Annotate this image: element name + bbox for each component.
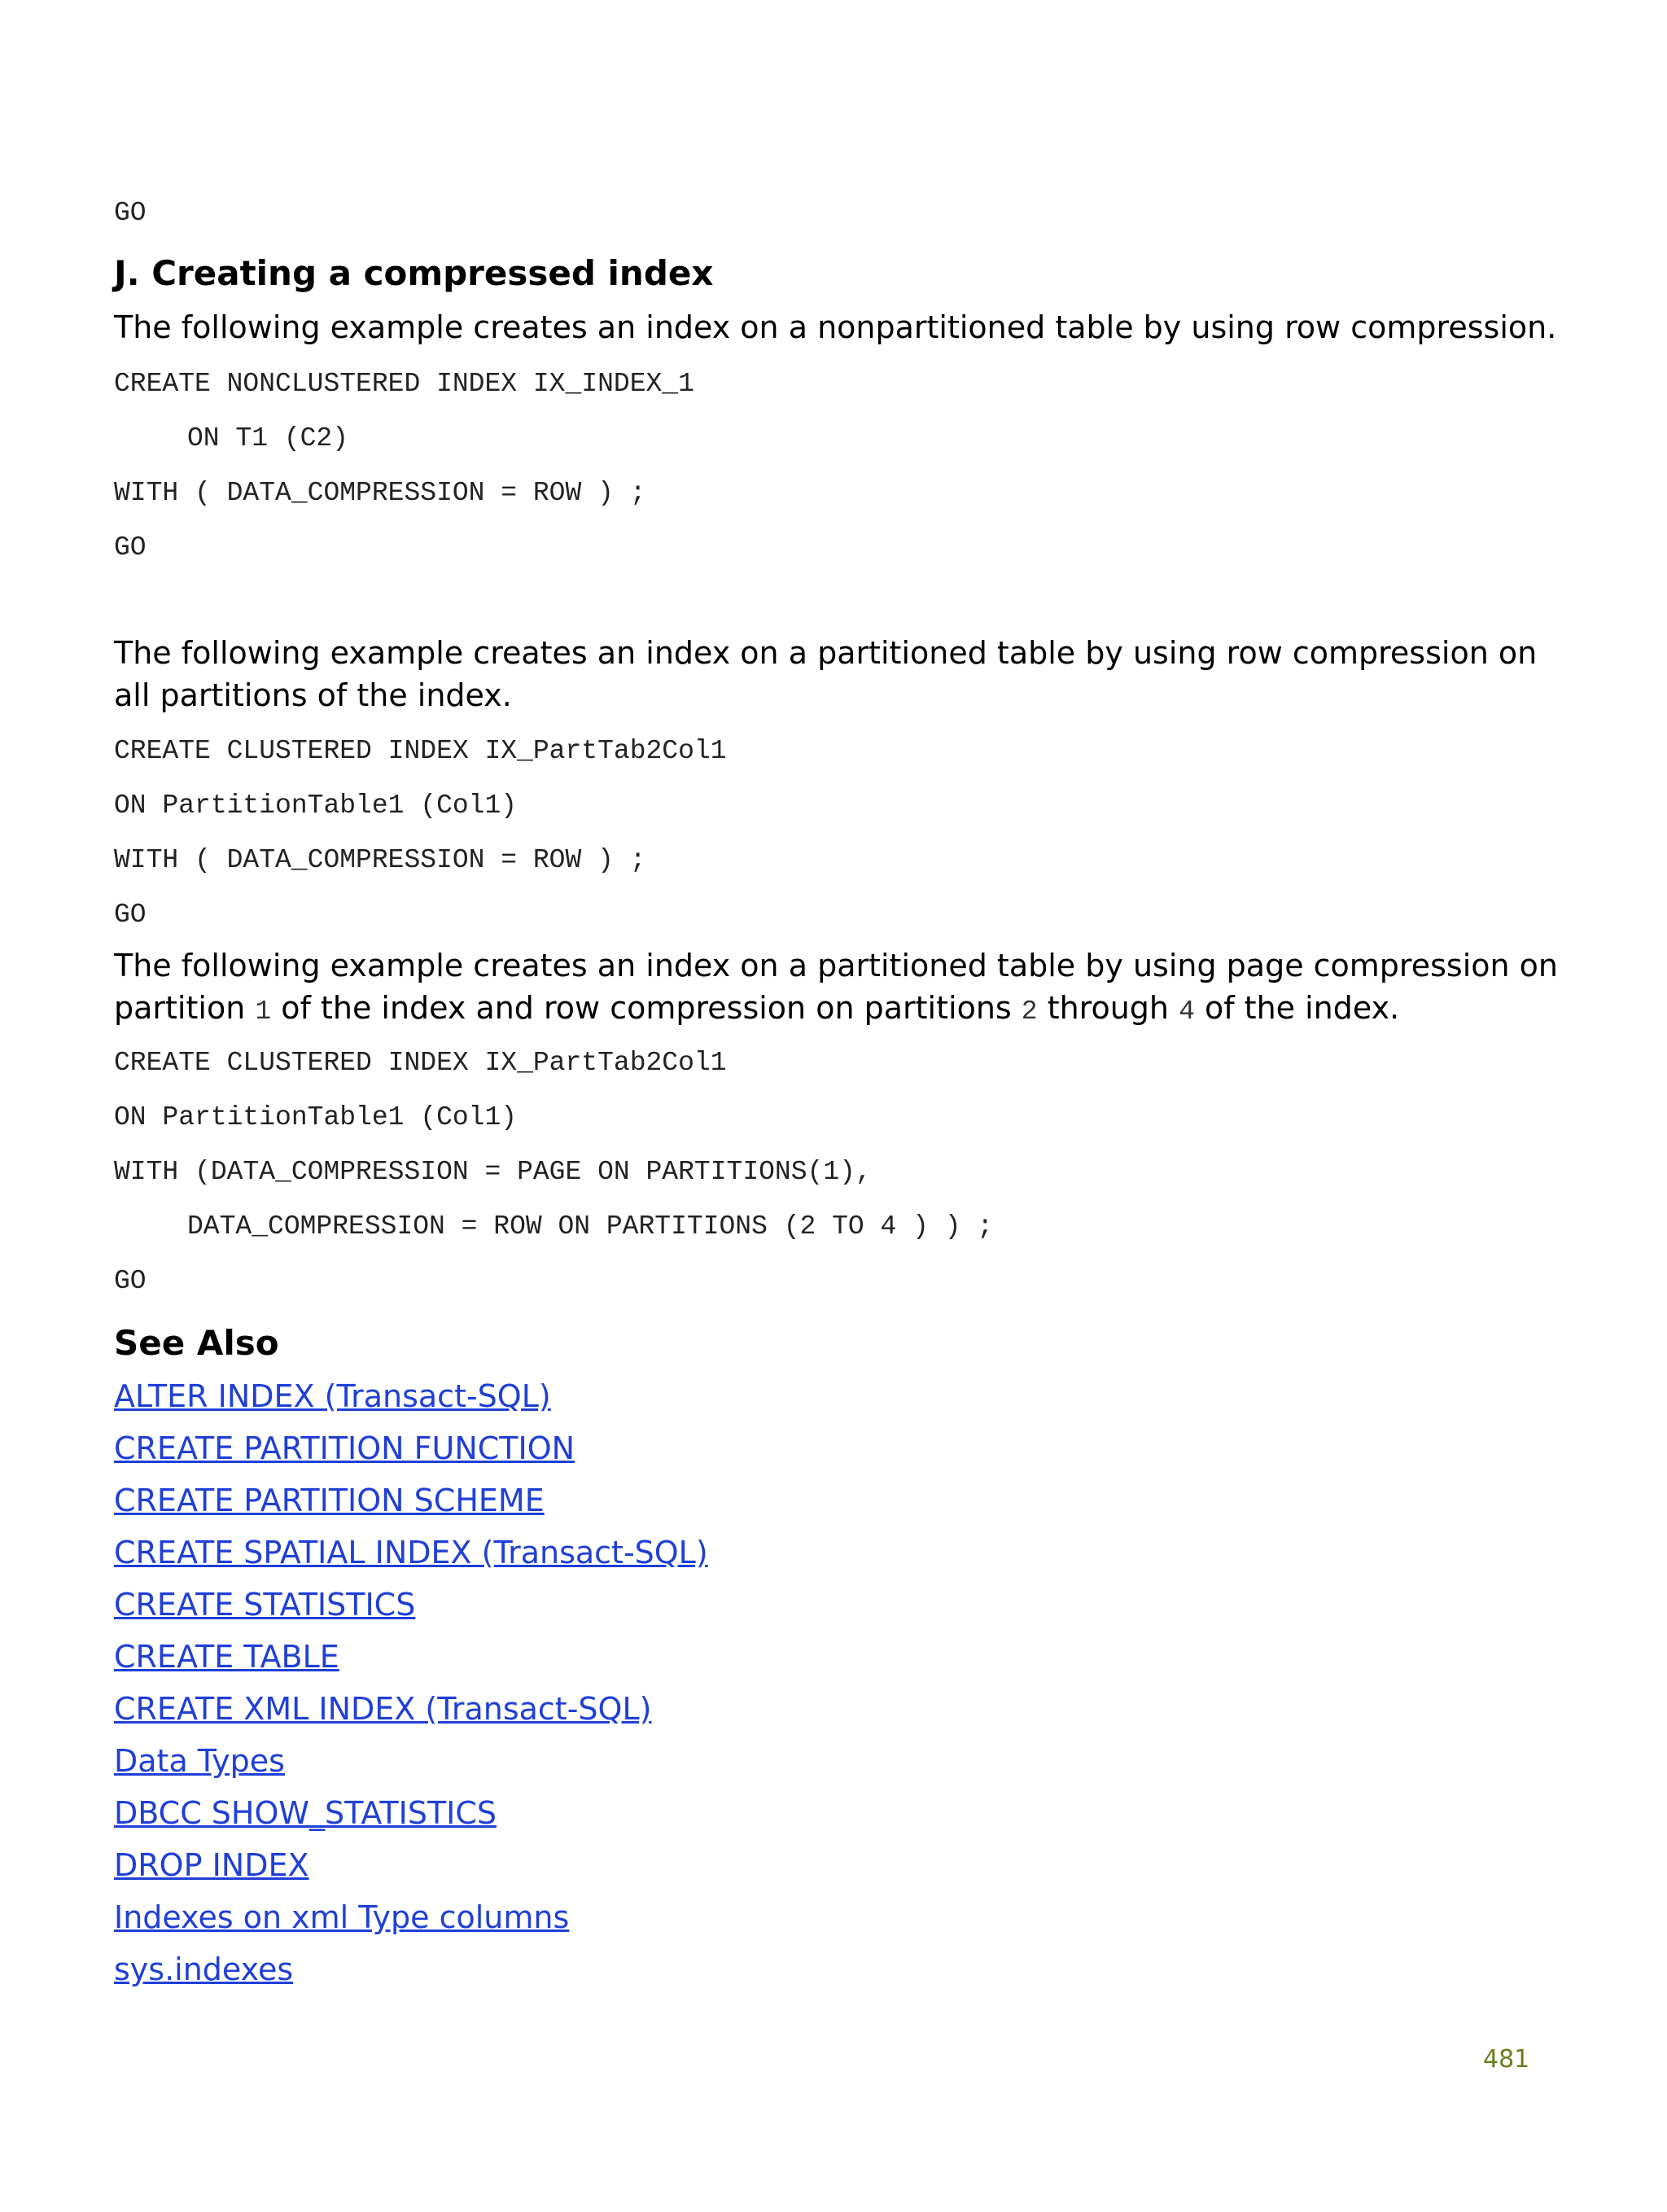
code-line: ON PartitionTable1 (Col1) <box>114 791 518 821</box>
see-also-link[interactable]: ALTER INDEX (Transact-SQL) <box>114 1378 551 1414</box>
paragraph: The following example creates an index on a nonpartitioned table by using row compression. <box>114 309 1557 345</box>
code-line: GO <box>114 198 147 228</box>
paragraph-text: The following example creates an index on a partitioned table by using page compression on partition <box>114 948 1558 1026</box>
paragraph: The following example creates an index on a partitioned table by using row compression on all partitions of the index. <box>114 635 1538 713</box>
code-line: DATA_COMPRESSION = ROW ON PARTITIONS (2 TO 4 ) ) ; <box>187 1211 994 1242</box>
inline-code: 2 <box>1021 996 1038 1027</box>
see-also-link[interactable]: Data Types <box>114 1743 285 1779</box>
see-also-link[interactable]: DROP INDEX <box>114 1847 309 1883</box>
see-also-link[interactable]: sys.indexes <box>114 1951 294 1987</box>
code-line: ON T1 (C2) <box>187 423 349 453</box>
code-line: GO <box>114 532 147 563</box>
see-also-link[interactable]: CREATE PARTITION SCHEME <box>114 1483 545 1518</box>
paragraph-text: of the index. <box>1194 990 1400 1026</box>
see-also-link[interactable]: Indexes on xml Type columns <box>114 1899 570 1935</box>
code-line: CREATE CLUSTERED INDEX IX_PartTab2Col1 <box>114 1048 727 1078</box>
paragraph-text: of the index and row compression on partitions <box>271 990 1022 1026</box>
code-line: GO <box>114 900 147 930</box>
see-also-link[interactable]: CREATE STATISTICS <box>114 1587 416 1623</box>
paragraph <box>114 944 1563 1033</box>
inline-code: 4 <box>1179 996 1195 1027</box>
code-line: GO <box>114 1266 147 1296</box>
page-number: 481 <box>1483 2045 1530 2074</box>
see-also-heading: See Also <box>114 1323 279 1363</box>
see-also-link[interactable]: CREATE TABLE <box>114 1639 339 1675</box>
inline-code: 1 <box>255 996 272 1027</box>
code-line: CREATE NONCLUSTERED INDEX IX_INDEX_1 <box>114 369 694 399</box>
section-heading: J. Creating a compressed index <box>114 253 714 293</box>
code-line: ON PartitionTable1 (Col1) <box>114 1102 518 1132</box>
code-line: WITH (DATA_COMPRESSION = PAGE ON PARTITIONS(1), <box>114 1157 872 1187</box>
see-also-link[interactable]: DBCC SHOW_STATISTICS <box>114 1795 497 1831</box>
see-also-link[interactable]: CREATE PARTITION FUNCTION <box>114 1430 575 1466</box>
code-line: WITH ( DATA_COMPRESSION = ROW ) ; <box>114 478 646 508</box>
see-also-link[interactable]: CREATE SPATIAL INDEX (Transact-SQL) <box>114 1535 708 1570</box>
paragraph-text: through <box>1037 990 1179 1026</box>
code-line: CREATE CLUSTERED INDEX IX_PartTab2Col1 <box>114 736 727 766</box>
code-line: WITH ( DATA_COMPRESSION = ROW ) ; <box>114 845 646 875</box>
see-also-link[interactable]: CREATE XML INDEX (Transact-SQL) <box>114 1691 652 1727</box>
